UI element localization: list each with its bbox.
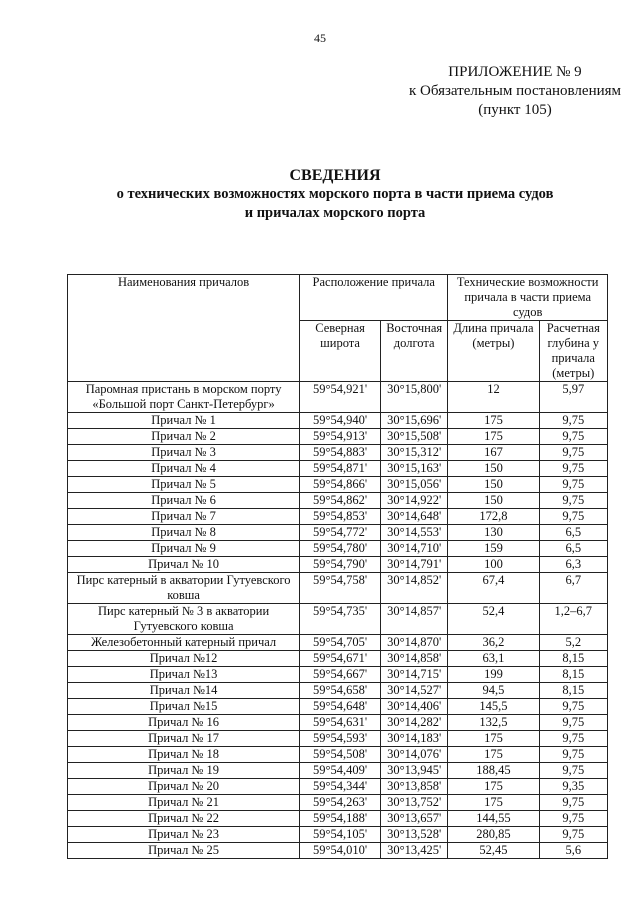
cell-latitude: 59°54,658' (300, 683, 381, 699)
cell-longitude: 30°13,425' (381, 843, 448, 859)
cell-length: 175 (448, 413, 539, 429)
cell-longitude: 30°14,852' (381, 573, 448, 604)
table-row (68, 573, 608, 604)
cell-length: 175 (448, 747, 539, 763)
cell-berth-name: Причал №14 (68, 683, 300, 699)
table-row (68, 779, 608, 795)
cell-length: 130 (448, 525, 539, 541)
cell-longitude: 30°15,696' (381, 413, 448, 429)
cell-longitude: 30°14,715' (381, 667, 448, 683)
cell-latitude: 59°54,593' (300, 731, 381, 747)
table-row (68, 557, 608, 573)
cell-latitude: 59°54,631' (300, 715, 381, 731)
table-row (68, 413, 608, 429)
cell-longitude: 30°14,870' (381, 635, 448, 651)
table-row (68, 477, 608, 493)
table-row (68, 811, 608, 827)
cell-latitude: 59°54,883' (300, 445, 381, 461)
cell-longitude: 30°13,945' (381, 763, 448, 779)
cell-berth-name: Причал № 8 (68, 525, 300, 541)
document-heading (60, 166, 610, 223)
cell-longitude: 30°14,857' (381, 604, 448, 635)
table-header (68, 275, 608, 382)
cell-length: 144,55 (448, 811, 539, 827)
cell-berth-name: Причал № 16 (68, 715, 300, 731)
table-row (68, 651, 608, 667)
cell-latitude: 59°54,780' (300, 541, 381, 557)
cell-depth: 8,15 (539, 683, 607, 699)
table-row (68, 747, 608, 763)
cell-depth: 6,7 (539, 573, 607, 604)
cell-depth: 8,15 (539, 667, 607, 683)
header-berth-name: Наименования причалов (68, 275, 300, 382)
cell-berth-name: Причал № 20 (68, 779, 300, 795)
cell-depth: 9,75 (539, 493, 607, 509)
cell-berth-name: Причал № 1 (68, 413, 300, 429)
appendix-reference (390, 63, 640, 120)
cell-length: 188,45 (448, 763, 539, 779)
cell-longitude: 30°14,791' (381, 557, 448, 573)
appendix-clause: (пункт 105) (478, 102, 552, 118)
header-location: Расположение причала (300, 275, 448, 321)
cell-berth-name: Причал № 25 (68, 843, 300, 859)
cell-berth-name: Причал № 3 (68, 445, 300, 461)
cell-latitude: 59°54,409' (300, 763, 381, 779)
cell-longitude: 30°13,528' (381, 827, 448, 843)
cell-length: 67,4 (448, 573, 539, 604)
cell-berth-name: Причал № 10 (68, 557, 300, 573)
cell-length: 167 (448, 445, 539, 461)
cell-length: 175 (448, 795, 539, 811)
header-latitude: Северная широта (300, 321, 381, 382)
cell-length: 63,1 (448, 651, 539, 667)
cell-berth-name: Причал № 22 (68, 811, 300, 827)
cell-latitude: 59°54,871' (300, 461, 381, 477)
table-row (68, 382, 608, 413)
cell-length: 52,4 (448, 604, 539, 635)
cell-latitude: 59°54,508' (300, 747, 381, 763)
cell-length: 150 (448, 493, 539, 509)
cell-length: 199 (448, 667, 539, 683)
table-body (68, 382, 608, 859)
table-row (68, 683, 608, 699)
table-row (68, 843, 608, 859)
cell-berth-name: Причал №12 (68, 651, 300, 667)
cell-length: 94,5 (448, 683, 539, 699)
cell-depth: 6,3 (539, 557, 607, 573)
cell-longitude: 30°14,553' (381, 525, 448, 541)
cell-depth: 9,75 (539, 445, 607, 461)
cell-berth-name: Пирс катерный в акватории Гутуевского ковша (68, 573, 300, 604)
cell-depth: 9,75 (539, 461, 607, 477)
cell-length: 175 (448, 429, 539, 445)
cell-latitude: 59°54,735' (300, 604, 381, 635)
cell-length: 36,2 (448, 635, 539, 651)
cell-longitude: 30°15,508' (381, 429, 448, 445)
cell-depth: 9,75 (539, 731, 607, 747)
cell-length: 132,5 (448, 715, 539, 731)
cell-length: 150 (448, 461, 539, 477)
cell-berth-name: Железобетонный катерный причал (68, 635, 300, 651)
cell-berth-name: Причал № 9 (68, 541, 300, 557)
cell-depth: 5,2 (539, 635, 607, 651)
cell-depth: 8,15 (539, 651, 607, 667)
cell-berth-name: Причал № 18 (68, 747, 300, 763)
cell-latitude: 59°54,940' (300, 413, 381, 429)
cell-berth-name: Паромная пристань в морском порту «Большой порт Санкт-Петербург» (68, 382, 300, 413)
cell-longitude: 30°15,163' (381, 461, 448, 477)
page-number: 45 (314, 31, 326, 45)
cell-length: 175 (448, 779, 539, 795)
cell-longitude: 30°15,056' (381, 477, 448, 493)
cell-depth: 9,75 (539, 811, 607, 827)
cell-berth-name: Причал № 5 (68, 477, 300, 493)
cell-latitude: 59°54,913' (300, 429, 381, 445)
table-row (68, 429, 608, 445)
cell-latitude: 59°54,772' (300, 525, 381, 541)
cell-longitude: 30°13,858' (381, 779, 448, 795)
cell-berth-name: Причал № 6 (68, 493, 300, 509)
cell-longitude: 30°14,527' (381, 683, 448, 699)
cell-latitude: 59°54,862' (300, 493, 381, 509)
table-row (68, 795, 608, 811)
cell-berth-name: Причал №13 (68, 667, 300, 683)
cell-depth: 9,75 (539, 715, 607, 731)
cell-latitude: 59°54,263' (300, 795, 381, 811)
cell-latitude: 59°54,866' (300, 477, 381, 493)
table-row (68, 493, 608, 509)
heading-title: СВЕДЕНИЯ (289, 167, 381, 184)
cell-length: 150 (448, 477, 539, 493)
cell-latitude: 59°54,758' (300, 573, 381, 604)
cell-depth: 9,75 (539, 429, 607, 445)
cell-depth: 5,6 (539, 843, 607, 859)
table-row (68, 604, 608, 635)
cell-berth-name: Причал № 2 (68, 429, 300, 445)
cell-depth: 9,75 (539, 795, 607, 811)
cell-depth: 9,75 (539, 827, 607, 843)
cell-length: 175 (448, 731, 539, 747)
table-row (68, 525, 608, 541)
table-row (68, 667, 608, 683)
cell-longitude: 30°14,282' (381, 715, 448, 731)
cell-longitude: 30°14,183' (381, 731, 448, 747)
cell-latitude: 59°54,705' (300, 635, 381, 651)
cell-longitude: 30°14,922' (381, 493, 448, 509)
table-row (68, 731, 608, 747)
cell-length: 172,8 (448, 509, 539, 525)
cell-depth: 9,75 (539, 413, 607, 429)
cell-latitude: 59°54,188' (300, 811, 381, 827)
cell-longitude: 30°15,800' (381, 382, 448, 413)
table-row (68, 509, 608, 525)
heading-subtitle-line1: о технических возможностях морского порта в части приема судов (116, 186, 554, 202)
cell-longitude: 30°14,076' (381, 747, 448, 763)
cell-depth: 5,97 (539, 382, 607, 413)
cell-berth-name: Причал № 4 (68, 461, 300, 477)
cell-longitude: 30°14,710' (381, 541, 448, 557)
cell-latitude: 59°54,790' (300, 557, 381, 573)
cell-length: 100 (448, 557, 539, 573)
cell-length: 12 (448, 382, 539, 413)
cell-latitude: 59°54,344' (300, 779, 381, 795)
cell-berth-name: Причал № 21 (68, 795, 300, 811)
cell-longitude: 30°13,657' (381, 811, 448, 827)
cell-latitude: 59°54,105' (300, 827, 381, 843)
table-row (68, 715, 608, 731)
berths-table (67, 274, 608, 859)
table-row (68, 541, 608, 557)
cell-depth: 9,75 (539, 747, 607, 763)
cell-depth: 6,5 (539, 541, 607, 557)
cell-depth: 9,35 (539, 779, 607, 795)
cell-length: 145,5 (448, 699, 539, 715)
table-row (68, 699, 608, 715)
cell-latitude: 59°54,010' (300, 843, 381, 859)
cell-berth-name: Пирс катерный № 3 в акватории Гутуевского ковша (68, 604, 300, 635)
table-row (68, 445, 608, 461)
appendix-title: ПРИЛОЖЕНИЕ № 9 (448, 64, 582, 80)
cell-longitude: 30°14,858' (381, 651, 448, 667)
cell-longitude: 30°14,648' (381, 509, 448, 525)
cell-depth: 9,75 (539, 477, 607, 493)
table-row (68, 635, 608, 651)
cell-depth: 9,75 (539, 763, 607, 779)
cell-latitude: 59°54,667' (300, 667, 381, 683)
heading-subtitle-line2: и причалах морского порта (244, 205, 426, 221)
cell-depth: 9,75 (539, 509, 607, 525)
cell-depth: 6,5 (539, 525, 607, 541)
table-row (68, 763, 608, 779)
cell-berth-name: Причал № 7 (68, 509, 300, 525)
cell-longitude: 30°13,752' (381, 795, 448, 811)
cell-longitude: 30°15,312' (381, 445, 448, 461)
cell-latitude: 59°54,921' (300, 382, 381, 413)
cell-length: 159 (448, 541, 539, 557)
cell-longitude: 30°14,406' (381, 699, 448, 715)
cell-length: 52,45 (448, 843, 539, 859)
table-row (68, 827, 608, 843)
cell-depth: 1,2–6,7 (539, 604, 607, 635)
header-longitude: Восточная долгота (381, 321, 448, 382)
cell-berth-name: Причал № 23 (68, 827, 300, 843)
cell-berth-name: Причал № 19 (68, 763, 300, 779)
header-technical-capabilities: Технические возможности причала в части приема судов (448, 275, 608, 321)
table-row (68, 461, 608, 477)
header-depth: Расчетная глубина у причала (метры) (539, 321, 607, 382)
cell-latitude: 59°54,648' (300, 699, 381, 715)
cell-latitude: 59°54,853' (300, 509, 381, 525)
appendix-document: к Обязательным постановлениям (408, 83, 622, 99)
header-length: Длина причала (метры) (448, 321, 539, 382)
cell-berth-name: Причал №15 (68, 699, 300, 715)
cell-depth: 9,75 (539, 699, 607, 715)
cell-berth-name: Причал № 17 (68, 731, 300, 747)
cell-latitude: 59°54,671' (300, 651, 381, 667)
cell-length: 280,85 (448, 827, 539, 843)
